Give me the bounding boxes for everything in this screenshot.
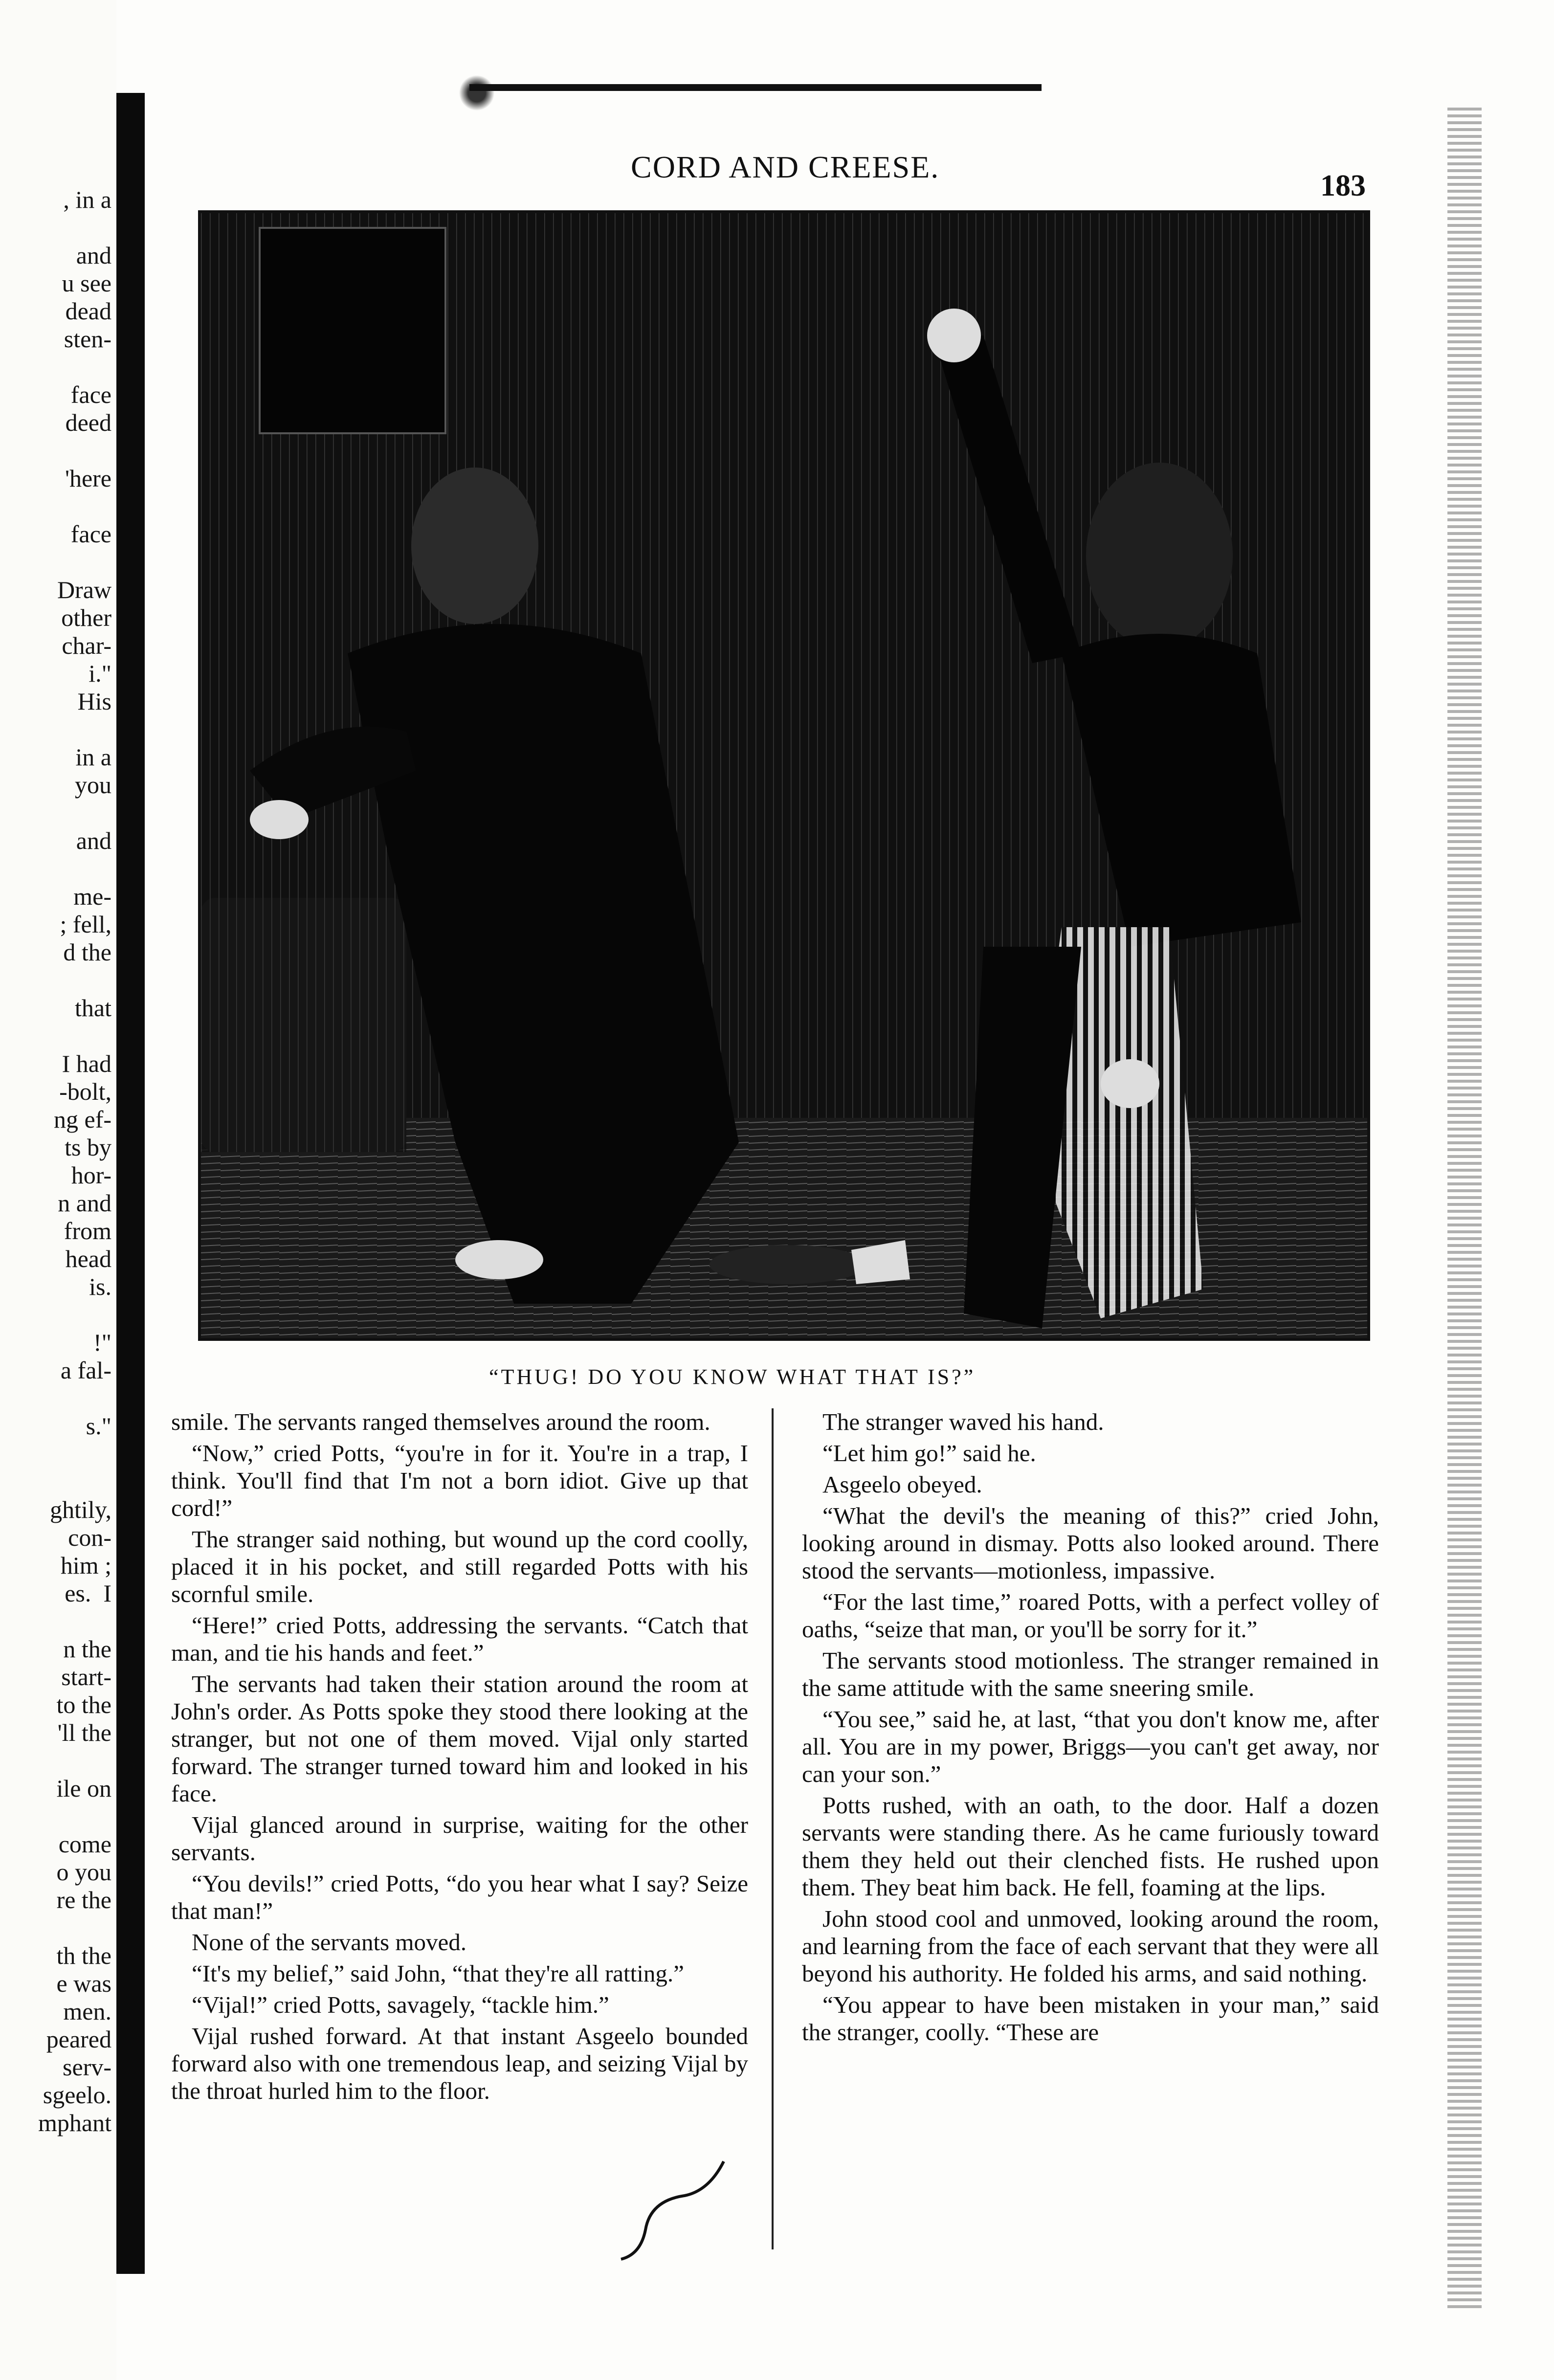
paragraph: “You appear to have been mistaken in your man,” said the stranger, coolly. “These are <box>802 1991 1379 2046</box>
page-number: 183 <box>1320 169 1366 202</box>
paragraph: The stranger said nothing, but wound up the cord coolly, placed it in his pocket, and still regarded Potts with his scornful smile. <box>171 1526 748 1607</box>
previous-page-text-fragments: , in a and u see dead sten- face deed 'here face Draw other char- i." His in a you and me- ; fell, d the that I had -bolt, ng ef- ts by hor- n and from head is. !" a fal- s." ghtily, con- him ; es. I n the start- to the 'll the ile on come o you re the th the e was men. peared serv- sgeelo. mphant <box>38 186 111 2136</box>
paragraph: Vijal glanced around in surprise, waiting for the other servants. <box>171 1811 748 1866</box>
paragraph: “What the devil's the meaning of this?” cried John, looking around in dismay. Potts also looked around. There stood the servants—motionless, impassive. <box>802 1502 1379 1584</box>
ornament-icon <box>455 73 499 112</box>
paragraph: “It's my belief,” said John, “that they're all ratting.” <box>192 1960 684 1987</box>
next-page-edge <box>1447 108 1482 2308</box>
paragraph: “For the last time,” roared Potts, with a perfect volley of oaths, “seize that man, or you'll be sorry for it.” <box>802 1588 1379 1643</box>
binding-shadow <box>116 93 145 2274</box>
paragraph: None of the servants moved. <box>192 1929 466 1956</box>
paragraph: Potts rushed, with an oath, to the door. Half a dozen servants were standing there. As he came furiously toward them they held out their clenched fists. He rushed upon them. They beat him back. He fell, foaming at the lips. <box>802 1792 1379 1901</box>
paragraph: “Here!” cried Potts, addressing the servants. “Catch that man, and tie his hands and feet.” <box>171 1612 748 1666</box>
engraving-illustration-icon <box>201 213 1367 1338</box>
column-divider <box>772 1408 774 2249</box>
paragraph: Vijal rushed forward. At that instant Asgeelo bounded forward also with one tremendous leap, and seizing Vijal by the throat hurled him to the floor. <box>171 2023 748 2104</box>
illustration-caption: “THUG! DO YOU KNOW WHAT THAT IS?” <box>489 1365 976 1389</box>
paragraph: “Let him go!” said he. <box>822 1440 1036 1467</box>
paragraph: “You devils!” cried Potts, “do you hear what I say? Seize that man!” <box>171 1870 748 1924</box>
left-column <box>171 1408 748 2109</box>
paragraph: The stranger waved his hand. <box>822 1408 1104 1435</box>
right-column <box>802 1408 1379 2050</box>
header-rule <box>469 84 1042 91</box>
running-title: CORD AND CREESE. <box>631 150 940 184</box>
paragraph: “Vijal!” cried Potts, savagely, “tackle him.” <box>192 1991 609 2018</box>
engraving-illustration <box>198 210 1370 1341</box>
paragraph: “You see,” said he, at last, “that you don't know me, after all. You are in my power, Briggs—you can't get away, nor can your son.” <box>802 1706 1379 1787</box>
paragraph: Asgeelo obeyed. <box>822 1471 982 1498</box>
paragraph: smile. The servants ranged themselves around the room. <box>171 1408 710 1435</box>
paragraph: “Now,” cried Potts, “you're in for it. You're in a trap, I think. You'll find that I'm not a born idiot. Give up that cord!” <box>171 1440 748 1521</box>
paragraph: The servants stood motionless. The stranger remained in the same attitude with the same sneering smile. <box>802 1647 1379 1701</box>
ink-mark-icon <box>611 2152 738 2264</box>
paragraph: The servants had taken their station around the room at John's order. As Potts spoke they stood there looking at the stranger, but not one of them moved. Vijal only started forward. The stranger turned toward him and looked in his face. <box>171 1670 748 1807</box>
paragraph: John stood cool and unmoved, looking around the room, and learning from the face of each servant that they were all beyond his authority. He folded his arms, and said nothing. <box>802 1905 1379 1987</box>
